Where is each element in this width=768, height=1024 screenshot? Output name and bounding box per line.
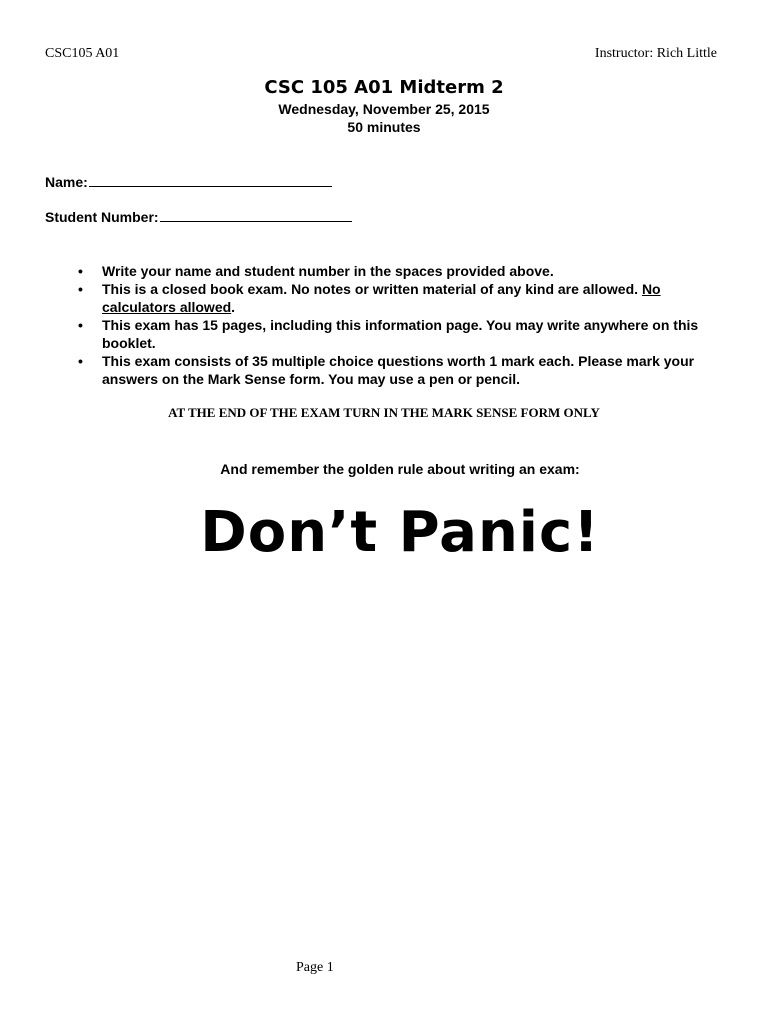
instruction-item [78,280,728,316]
student-number-field [45,207,352,225]
page-number: Page 1 [296,960,334,975]
instruction-text: This is a closed book exam. No notes or written material of any kind are allowed. [102,281,642,297]
instruction-item [78,262,728,280]
bullet-icon: • [78,263,83,279]
exam-title: CSC 105 A01 Midterm 2 [264,77,504,98]
golden-rule-text: And remember the golden rule about writing an exam: [220,461,580,477]
instruction-text: This exam has 15 pages, including this information page. You may write anywhere on this booklet. [102,317,699,351]
instructor-header: Instructor: Rich Little [594,46,717,61]
instructions-list [78,262,728,388]
turn-in-notice: AT THE END OF THE EXAM TURN IN THE MARK SENSE FORM ONLY [168,405,600,420]
course-section-header: CSC105 A01 [45,46,120,61]
instruction-tail-text: . [231,299,236,315]
name-field [45,172,332,190]
instruction-item [78,316,728,352]
instruction-item [78,352,728,388]
bullet-icon: • [78,353,83,369]
bullet-icon: • [78,281,83,297]
student-number-blank-line [160,207,352,222]
instruction-text: This exam consists of 35 multiple choice questions worth 1 mark each. Please mark your answers on the Mark Sense form. You may use a pen or pencil. [102,353,695,387]
exam-date: Wednesday, November 25, 2015 [278,101,490,117]
student-number-label: Student Number: [45,209,159,225]
instruction-underlined-text: No calculators allowed [102,281,661,315]
dont-panic-heading: Don’t Panic! [200,500,600,565]
exam-title-block [0,76,768,136]
name-label: Name: [45,174,88,190]
exam-duration: 50 minutes [347,119,421,135]
instruction-text: Write your name and student number in the spaces provided above. [102,263,554,279]
name-blank-line [89,172,332,187]
bullet-icon: • [78,317,83,333]
